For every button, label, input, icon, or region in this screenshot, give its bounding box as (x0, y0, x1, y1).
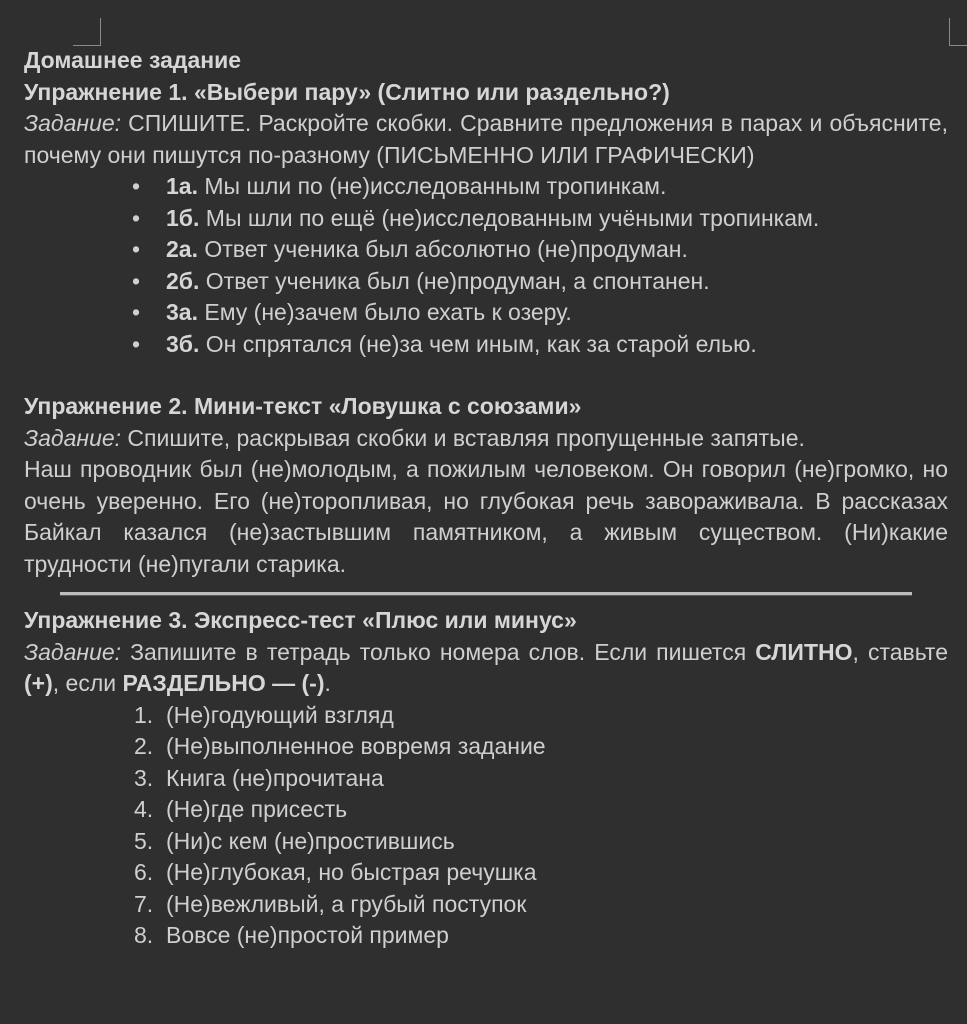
item-text: Ответ ученика был (не)продуман, а спонтанен. (199, 267, 710, 294)
item-text: Вовсе (не)простой пример (166, 922, 449, 948)
list-item (134, 794, 948, 826)
list-item (134, 731, 948, 763)
exercise-2-text: Наш проводник был (не)молодым, а пожилым человеком. Он говорил (не)громко, но очень уверенно. Его (не)торопливая, но глубокая речь завораживала. В рассказах Байкал казался (не)застывшим памятником, а живым существом. (Ни)какие трудности (не)пугали старика. (24, 456, 948, 577)
task-emphasis: (+) (24, 670, 53, 696)
list-item (134, 700, 948, 732)
list-item (134, 763, 948, 795)
blank-line (24, 360, 948, 391)
exercise-1-sentence-list (24, 171, 948, 360)
exercise-1-task (24, 108, 948, 171)
item-text: (Не)вежливый, а грубый поступок (166, 890, 527, 917)
item-number: 2б. (166, 267, 200, 294)
item-text: (Не)глубокая, но быстрая речушка (166, 859, 537, 885)
item-text: Мы шли по ещё (не)исследованным учёными тропинкам. (199, 204, 820, 231)
item-number: 3б. (166, 330, 200, 357)
list-item (130, 234, 948, 266)
exercise-1-title: Упражнение 1. «Выбери пару» (Слитно или раздельно?) (24, 78, 670, 105)
exercise-3-task (24, 637, 948, 700)
list-item (130, 203, 948, 235)
exercise-2-task (24, 423, 948, 455)
page-corner-mark-left (73, 18, 101, 46)
exercise-3-word-list (24, 700, 948, 952)
task-label: Задание: (24, 110, 122, 136)
item-number: 3а. (166, 299, 198, 325)
list-item (134, 857, 948, 889)
exercise-3-title: Упражнение 3. Экспресс-тест «Плюс или минус» (24, 607, 577, 633)
item-text: Книга (не)прочитана (166, 764, 384, 791)
item-text: Ответ ученика был абсолютно (не)продуман. (197, 236, 688, 262)
list-item (130, 297, 948, 329)
item-text: (Не)выполненное вовремя задание (166, 733, 546, 759)
document-title: Домашнее задание (24, 47, 242, 73)
horizontal-divider (60, 592, 912, 596)
list-item (134, 889, 948, 921)
list-item (130, 266, 948, 298)
task-label: Задание: (24, 424, 122, 451)
list-item (134, 826, 948, 858)
task-emphasis: РАЗДЕЛЬНО — (-) (122, 670, 325, 696)
task-emphasis: СЛИТНО (755, 638, 853, 665)
task-text: Запишите в тетрадь только номера слов. Если пишется (121, 638, 756, 665)
item-number: 6. (134, 859, 154, 885)
task-text: . (324, 670, 331, 696)
exercise-2-title: Упражнение 2. Мини-текст «Ловушка с союзами» (24, 393, 582, 419)
item-number: 2. (134, 733, 154, 759)
item-text: (Не)годующий взгляд (166, 701, 394, 728)
item-number: 2а. (166, 236, 198, 262)
item-number: 7. (134, 890, 154, 917)
task-text: , если (52, 670, 123, 696)
list-item (130, 329, 948, 361)
document-body (24, 45, 948, 952)
item-number: 1б. (166, 204, 200, 231)
item-text: (Ни)с кем (не)простившись (166, 827, 455, 854)
item-number: 8. (134, 922, 154, 948)
task-text: СПИШИТЕ. Раскройте скобки. Сравните предложения в парах и объясните, почему они пишутся по-разному (ПИСЬМЕННО ИЛИ ГРАФИЧЕСКИ) (24, 110, 948, 168)
page-corner-mark-right (949, 18, 967, 46)
item-number: 1. (134, 701, 154, 728)
list-item (134, 920, 948, 952)
item-text: Мы шли по (не)исследованным тропинкам. (197, 173, 667, 199)
item-number: 1а. (166, 173, 198, 199)
item-text: (Не)где присесть (166, 796, 348, 822)
task-text: Спишите, раскрывая скобки и вставляя пропущенные запятые. (121, 424, 805, 451)
list-item (130, 171, 948, 203)
item-text: Ему (не)зачем было ехать к озеру. (197, 299, 572, 325)
item-number: 4. (134, 796, 154, 822)
task-label: Задание: (24, 638, 122, 665)
item-number: 3. (134, 764, 154, 791)
item-number: 5. (134, 827, 154, 854)
task-text: , ставьте (852, 638, 948, 665)
item-text: Он спрятался (не)за чем иным, как за старой елью. (199, 330, 757, 357)
